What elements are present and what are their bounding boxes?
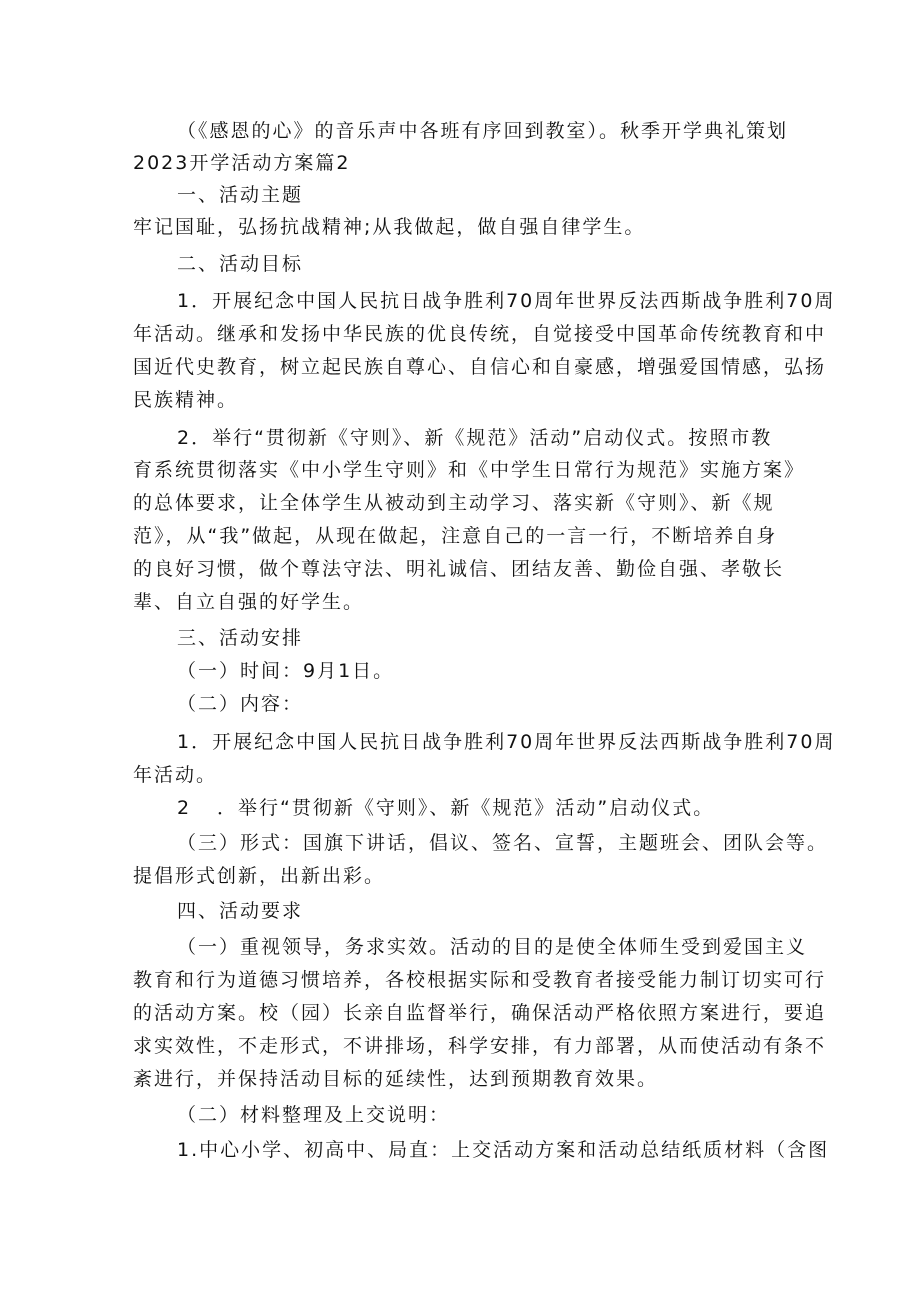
text-line: 提倡形式创新，出新出彩。: [133, 865, 386, 887]
text-line: 1．开展纪念中国人民抗日战争胜利70周年世界反法西斯战争胜利70周: [177, 731, 836, 753]
text-line: 辈、自立自强的好学生。: [133, 591, 365, 613]
text-line: 1.中心小学、初高中、局直：上交活动方案和活动总结纸质材料（含图: [177, 1139, 830, 1161]
heading: 四、活动要求: [177, 900, 304, 922]
text-line: 年活动。继承和发扬中华民族的优良传统，自觉接受中国革命传统教育和中: [133, 323, 827, 345]
text-line: 年活动。: [133, 764, 218, 786]
text-line: 求实效性，不走形式，不讲排场，科学安排，有力部署，从而使活动有条不: [133, 1035, 827, 1057]
text-line: 范》，从“我”做起，从现在做起，注意自己的一言一行，不断培养自身: [133, 525, 778, 547]
text-line: 1．开展纪念中国人民抗日战争胜利70周年世界反法西斯战争胜利70周: [177, 290, 836, 312]
text-line: 的活动方案。校（园）长亲自监督举行，确保活动严格依照方案进行，要追: [133, 1002, 827, 1024]
heading: 二、活动目标: [177, 253, 304, 275]
text-line: （一）重视领导，务求实效。活动的目的是使全体师生受到爱国主义: [177, 936, 808, 958]
text-line: [177, 795, 714, 821]
text-line: 国近代史教育，树立起民族自尊心、自信心和自豪感，增强爱国情感，弘扬: [133, 356, 827, 378]
heading: 三、活动安排: [177, 627, 304, 649]
text-line: 教育和行为道德习惯培养，各校根据实际和受教育者接受能力制订切实可行: [133, 969, 827, 991]
heading: 一、活动主题: [177, 184, 304, 206]
text-line: （一）时间：9月1日。: [177, 660, 395, 682]
text-line: 的总体要求，让全体学生从被动到主动学习、落实新《守则》、新《规: [133, 492, 775, 514]
text-line: （二）内容：: [177, 693, 304, 715]
item-text: ．举行“贯彻新《守则》、新《规范》活动”启动仪式。: [217, 797, 715, 819]
text-line: （《感恩的心》的音乐声中各班有序回到教室）。秋季开学典礼策划: [177, 120, 789, 142]
text-line: 育系统贯彻落实《中小学生守则》和《中学生日常行为规范》实施方案》: [133, 459, 806, 481]
text-line: 紊进行，并保持活动目标的延续性，达到预期教育效果。: [133, 1068, 659, 1090]
item-number: 2: [177, 797, 192, 819]
text-line: 的良好习惯，做个尊法守法、明礼诚信、团结友善、勤俭自强、孝敬长: [133, 558, 785, 580]
text-line: （二）材料整理及上交说明：: [177, 1104, 451, 1126]
text-line: 2．举行“贯彻新《守则》、新《规范》活动”启动仪式。按照市教: [177, 427, 773, 449]
text-line: （三）形式：国旗下讲话，倡议、签名、宣誓，主题班会、团队会等。: [177, 832, 829, 854]
section-title: 2023开学活动方案篇2: [133, 152, 351, 174]
text-line: 牢记国耻，弘扬抗战精神;从我做起，做自强自律学生。: [133, 216, 646, 238]
text-line: 民族精神。: [133, 389, 239, 411]
